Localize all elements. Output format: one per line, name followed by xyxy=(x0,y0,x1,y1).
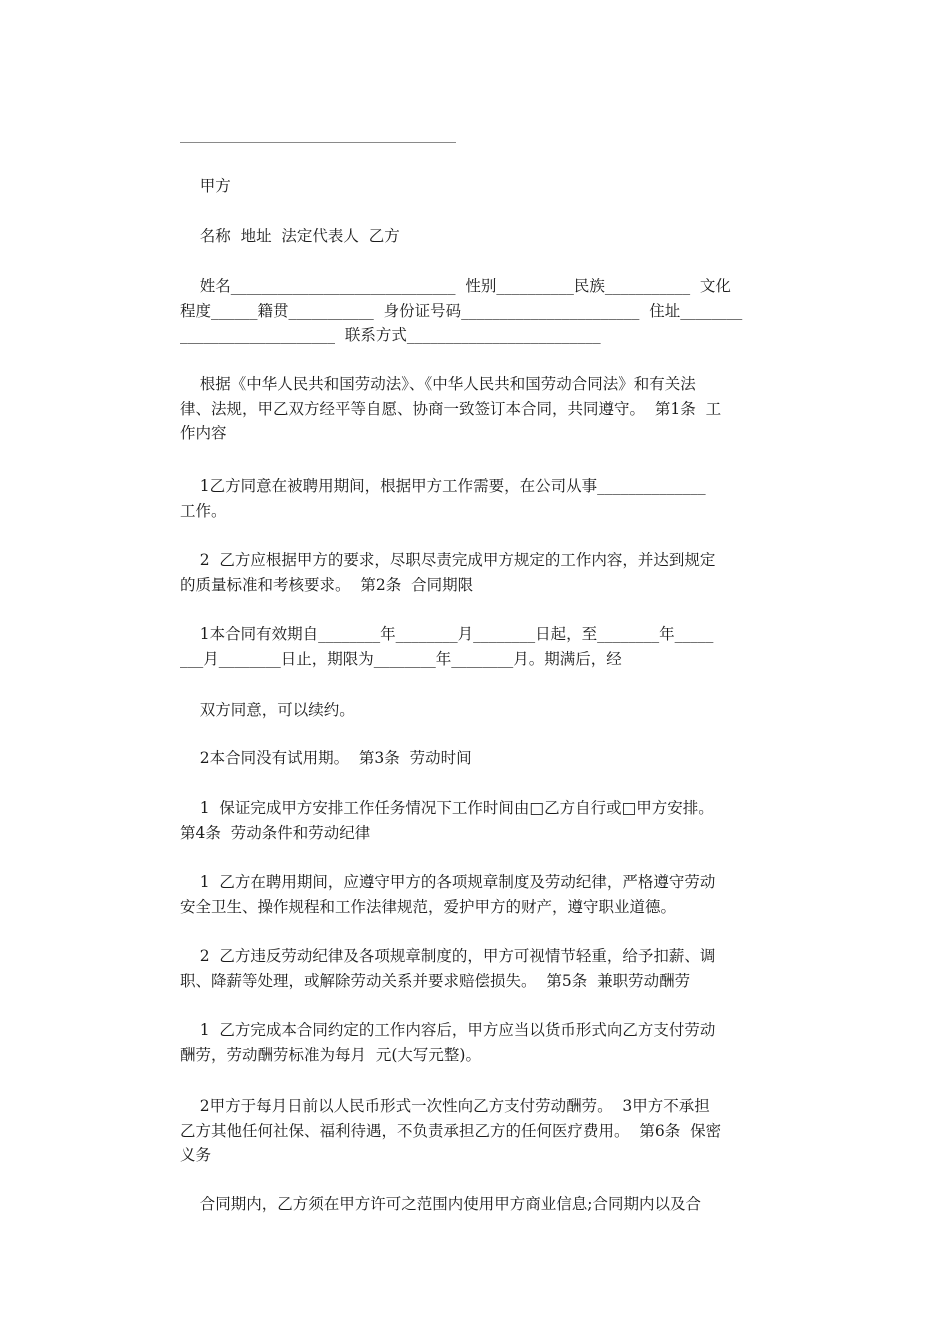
party-a-fields: 名称 地址 法定代表人 乙方 xyxy=(180,227,400,245)
article-6-clause: 合同期内，乙方须在甲方许可之范围内使用甲方商业信息;合同期内以及合 xyxy=(180,1195,701,1213)
party-a-heading: 甲方 xyxy=(180,177,231,195)
article-4-clause-1: 1 乙方在聘用期间，应遵守甲方的各项规章制度及劳动纪律，严格遵守劳动 安全卫生、操作规程和工作法律规范，爱护甲方的财产，遵守职业道德。 xyxy=(180,873,716,916)
article-4-clause-2: 2 乙方违反劳动纪律及各项规章制度的，甲方可视情节轻重，给予扣薪、调 职、降薪等处理，或解除劳动关系并要求赔偿损失。 第5条 兼职劳动酬劳 xyxy=(180,947,716,990)
article-1-clause-1: 1乙方同意在被聘用期间，根据甲方工作需要，在公司从事______________ 工作。 xyxy=(180,477,706,520)
article-2-renewal: 双方同意，可以续约。 xyxy=(180,701,355,719)
party-b-fields: 姓名_____________________________ 性别__________民族___________ 文化 程度______籍贯___________ 身份证号码_______________________ 住址________ ____________________ 联系方式_________________________ xyxy=(180,277,743,344)
preamble-paragraph: 根据《中华人民共和国劳动法》、《中华人民共和国劳动合同法》和有关法 律、法规，甲乙双方经平等自愿、协商一致签订本合同，共同遵守。 第1条 工 作内容 xyxy=(180,375,722,442)
article-5-clause-2-3: 2甲方于每月日前以人民币形式一次性向乙方支付劳动酬劳。 3甲方不承担 乙方其他任何社保、福利待遇，不负责承担乙方的任何医疗费用。 第6条 保密 义务 xyxy=(180,1097,722,1164)
article-1-clause-2: 2 乙方应根据甲方的要求，尽职尽责完成甲方规定的工作内容，并达到规定 的质量标准和考核要求。 第2条 合同期限 xyxy=(180,551,716,594)
article-5-clause-1: 1 乙方完成本合同约定的工作内容后，甲方应当以货币形式向乙方支付劳动 酬劳，劳动酬劳标准为每月 元(大写元整)。 xyxy=(180,1021,716,1064)
header-rule xyxy=(180,142,456,143)
article-3-clause-1: 1 保证完成甲方安排工作任务情况下工作时间由□乙方自行或□甲方安排。 第4条 劳动条件和劳动纪律 xyxy=(180,799,714,842)
article-2-clause-2: 2本合同没有试用期。 第3条 劳动时间 xyxy=(180,749,472,767)
article-2-clause-1: 1本合同有效期自________年________月________日起，至________年_____ ___月________日止，期限为________年________月。期满后，经 xyxy=(180,625,714,668)
